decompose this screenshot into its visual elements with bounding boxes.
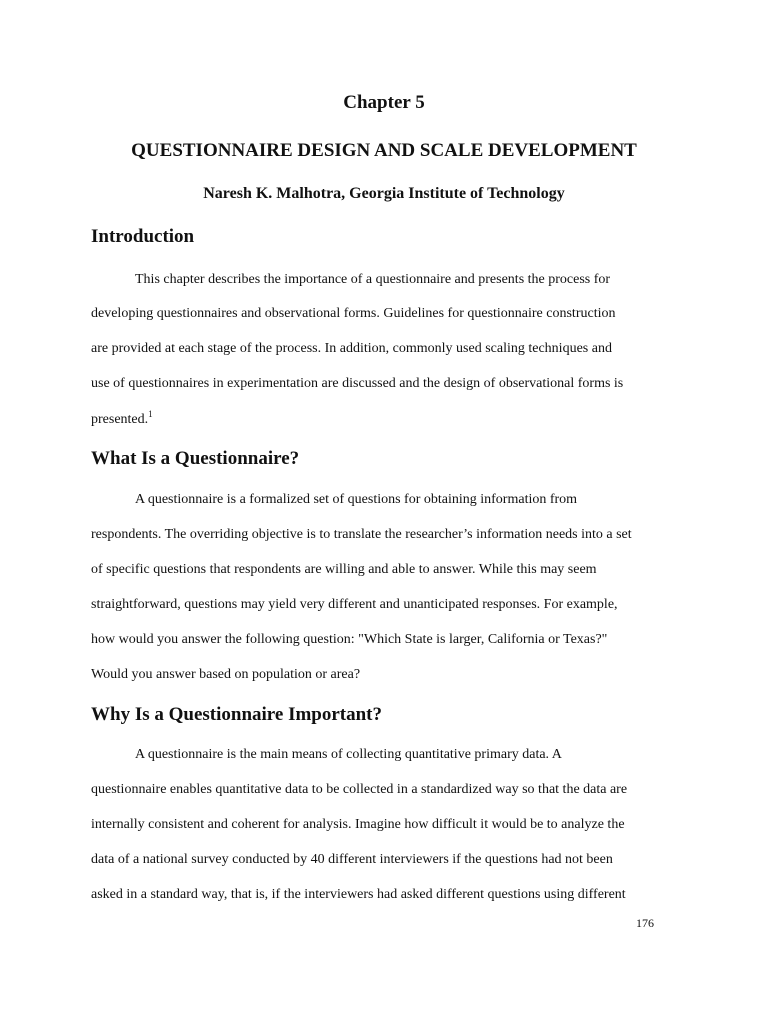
chapter-label: Chapter 5 <box>343 92 425 113</box>
page-number: 176 <box>636 916 654 930</box>
paragraph-line: of specific questions that respondents are willing and able to answer. While this may seem <box>91 562 597 577</box>
paragraph-line: internally consistent and coherent for analysis. Imagine how difficult it would be to analyze the <box>91 817 625 832</box>
paragraph-line: straightforward, questions may yield very different and unanticipated responses. For example, <box>91 597 618 612</box>
paragraph-line: data of a national survey conducted by 40 different interviewers if the questions had not been <box>91 852 613 867</box>
paragraph-line: how would you answer the following question: "Which State is larger, California or Texas?" <box>91 632 608 647</box>
paragraph-line: respondents. The overriding objective is to translate the researcher’s information needs into a set <box>91 527 632 542</box>
author-line: Naresh K. Malhotra, Georgia Institute of Technology <box>203 185 565 202</box>
paragraph-line: asked in a standard way, that is, if the interviewers had asked different questions using different <box>91 887 626 902</box>
footnote-marker[interactable]: 1 <box>148 409 153 419</box>
paragraph-line: Would you answer based on population or area? <box>91 667 361 682</box>
paragraph-line: This chapter describes the importance of a questionnaire and presents the process for <box>135 272 611 287</box>
heading-what-is-questionnaire: What Is a Questionnaire? <box>91 448 300 469</box>
paragraph-line: developing questionnaires and observational forms. Guidelines for questionnaire construction <box>91 306 616 321</box>
paragraph-line: are provided at each stage of the process. In addition, commonly used scaling techniques and <box>91 341 612 356</box>
paragraph-line-last <box>91 409 153 428</box>
heading-introduction: Introduction <box>91 226 195 247</box>
paragraph-line: A questionnaire is a formalized set of questions for obtaining information from <box>135 492 578 507</box>
paragraph-text: presented. <box>91 412 149 427</box>
paragraph-line: questionnaire enables quantitative data to be collected in a standardized way so that the data are <box>91 782 628 797</box>
paragraph-line: A questionnaire is the main means of collecting quantitative primary data. A <box>135 747 562 762</box>
heading-why-important: Why Is a Questionnaire Important? <box>91 704 383 725</box>
chapter-title: QUESTIONNAIRE DESIGN AND SCALE DEVELOPMENT <box>131 140 637 161</box>
paragraph-line: use of questionnaires in experimentation are discussed and the design of observational forms is <box>91 376 624 391</box>
